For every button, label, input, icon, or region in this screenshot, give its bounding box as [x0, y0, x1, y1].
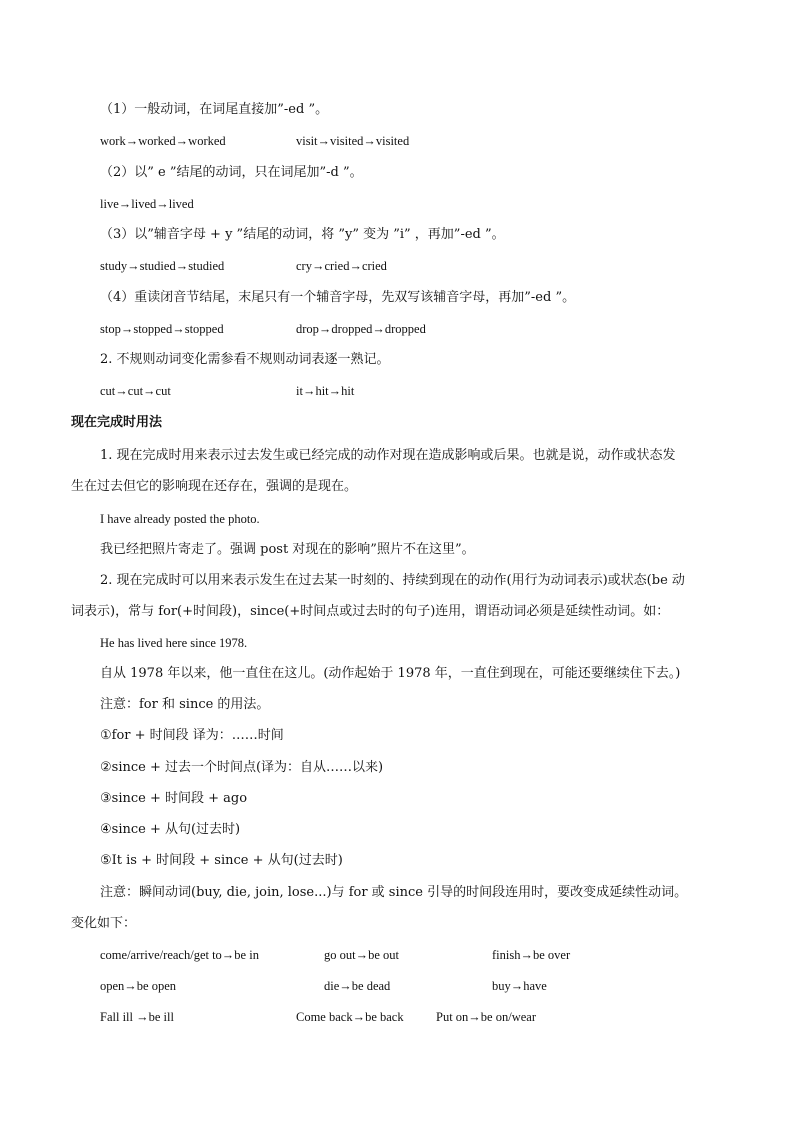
irregular-example: it→hit→hit: [296, 384, 355, 398]
verb-change-cell: Come back→be back: [296, 1010, 404, 1024]
rule-1-example: work→worked→worked: [100, 134, 226, 148]
example-2-chinese: 自从 1978 年以来，他一直住在这儿。(动作起始于 1978 年，一直住到现在，可能还要继续住下去。): [100, 666, 681, 681]
rule-3-title: （3）以”辅音字母 + y ”结尾的动词，将 ”y” 变为 ”i” ，再加”-ed ”。: [100, 227, 505, 242]
verb-change-cell: Fall ill →be ill: [100, 1010, 174, 1024]
verb-change-cell: come/arrive/reach/get to→be in: [100, 948, 259, 962]
note-item: ②since + 过去一个时间点(译为：自从……以来): [100, 760, 384, 775]
paragraph-2-line-2: 词表示)，常与 for(+时间段)，since(+时间点或过去时的句子)连用，谓语动词必须是延续性动词。如：: [71, 604, 670, 619]
note-item: ④since + 从句(过去时): [100, 822, 241, 837]
rule-3-example: cry→cried→cried: [296, 259, 387, 273]
rule-2-title: （2）以” e ”结尾的动词，只在词尾加”-d ”。: [100, 165, 363, 180]
verb-change-cell: buy→have: [492, 979, 547, 993]
verb-change-cell: go out→be out: [324, 948, 399, 962]
irregular-title: 2. 不规则动词变化需参看不规则动词表逐一熟记。: [100, 352, 390, 367]
rule-4-title: （4）重读闭音节结尾，末尾只有一个辅音字母，先双写该辅音字母，再加”-ed ”。: [100, 290, 576, 305]
note-item: ①for + 时间段 译为：……时间: [100, 728, 284, 743]
rule-3-example: study→studied→studied: [100, 259, 225, 273]
section-heading: 现在完成时用法: [71, 415, 163, 430]
note-title: 注意：for 和 since 的用法。: [100, 697, 270, 712]
note-item: ⑤It is + 时间段 + since + 从句(过去时): [100, 853, 343, 868]
paragraph-2-line-1: 2. 现在完成时可以用来表示发生在过去某一时刻的、持续到现在的动作(用行为动词表示)或状态(be 动: [100, 573, 685, 588]
rule-2-example: live→lived→lived: [100, 197, 194, 211]
paragraph-1-line-1: 1. 现在完成时用来表示过去发生或已经完成的动作对现在造成影响或后果。也就是说，动作或状态发: [100, 448, 676, 463]
rule-1-title: （1）一般动词，在词尾直接加”-ed ”。: [100, 102, 329, 117]
rule-4-example: drop→dropped→dropped: [296, 322, 426, 336]
note-item: ③since + 时间段 + ago: [100, 791, 248, 806]
irregular-example: cut→cut→cut: [100, 384, 171, 398]
rule-1-example: visit→visited→visited: [296, 134, 410, 148]
verb-change-cell: finish→be over: [492, 948, 571, 962]
verb-change-cell: open→be open: [100, 979, 177, 993]
example-2-english: He has lived here since 1978.: [100, 636, 248, 650]
example-1-chinese: 我已经把照片寄走了。强调 post 对现在的影响”照片不在这里”。: [100, 542, 475, 557]
note-2-line-2: 变化如下：: [71, 916, 137, 931]
example-1-english: I have already posted the photo.: [100, 512, 260, 526]
note-2-line-1: 注意：瞬间动词(buy, die, join, lose...)与 for 或 since 引导的时间段连用时，要改变成延续性动词。: [100, 885, 688, 900]
paragraph-1-line-2: 生在过去但它的影响现在还存在，强调的是现在。: [71, 479, 358, 494]
rule-4-example: stop→stopped→stopped: [100, 322, 224, 336]
verb-change-cell: Put on→be on/wear: [436, 1010, 536, 1024]
verb-change-cell: die→be dead: [324, 979, 391, 993]
